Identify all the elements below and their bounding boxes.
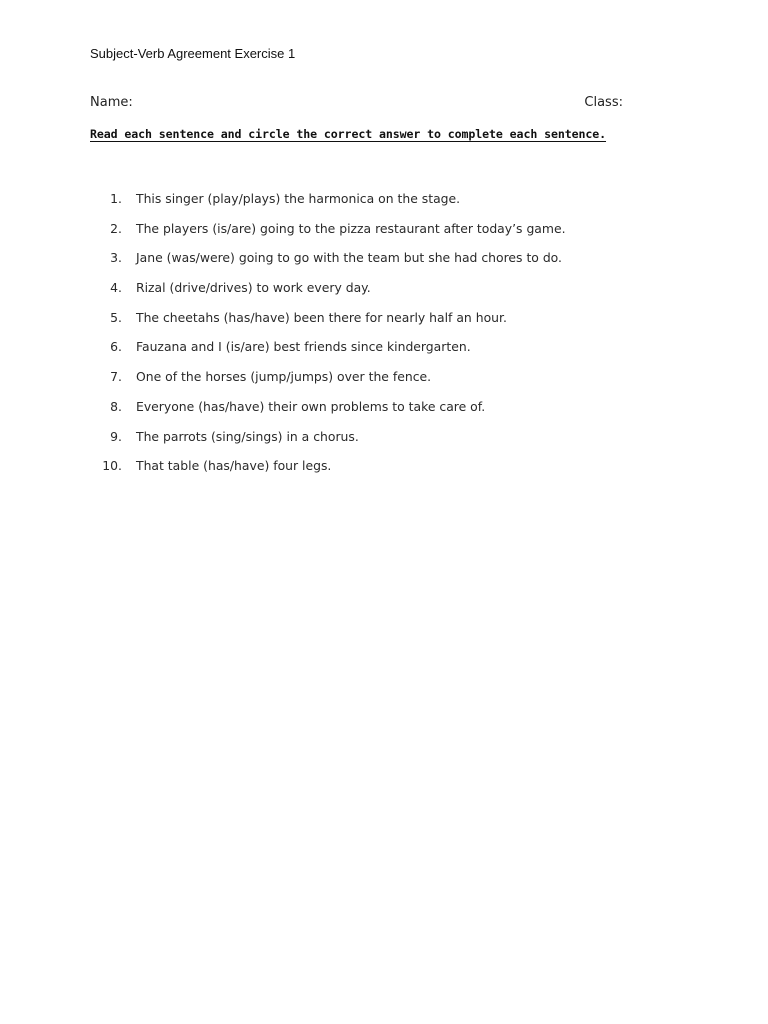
instructions: Read each sentence and circle the correct answer to complete each sentence. [90,127,607,141]
question-number: 4. [110,280,122,296]
question-text: Rizal (drive/drives) to work every day. [136,280,371,296]
question-text: One of the horses (jump/jumps) over the fence. [136,369,432,385]
question-item [100,308,566,338]
question-text: The parrots (sing/sings) in a chorus. [136,428,359,444]
question-text: This singer (play/plays) the harmonica on the stage. [136,191,461,206]
question-number: 9. [110,428,122,444]
question-item [100,397,566,427]
question-text: Jane (was/were) going to go with the team but she had chores to do. [136,250,562,266]
question-text: Fauzana and I (is/are) best friends since kindergarten. [136,339,471,355]
question-item [100,219,566,249]
question-item [100,367,566,397]
question-number: 1. [110,191,122,206]
question-number: 10. [102,458,122,474]
name-label: Name: [90,95,133,110]
question-item [100,278,566,308]
question-number: 6. [110,339,122,355]
question-item [100,248,566,278]
worksheet-title: Subject-Verb Agreement Exercise 1 [90,46,296,61]
question-number: 8. [110,398,122,414]
question-text: The cheetahs (has/have) been there for nearly half an hour. [136,309,507,325]
question-text: The players (is/are) going to the pizza restaurant after today’s game. [136,220,566,236]
question-text: That table (has/have) four legs. [136,458,332,474]
question-number: 3. [110,250,122,266]
question-number: 7. [110,369,122,385]
question-item [100,456,566,486]
question-number: 2. [110,220,122,236]
question-item [100,189,566,219]
question-item [100,427,566,457]
question-text: Everyone (has/have) their own problems to take care of. [136,398,486,414]
question-number: 5. [110,309,122,325]
question-list [100,189,566,486]
class-label: Class: [584,95,623,110]
question-item [100,337,566,367]
